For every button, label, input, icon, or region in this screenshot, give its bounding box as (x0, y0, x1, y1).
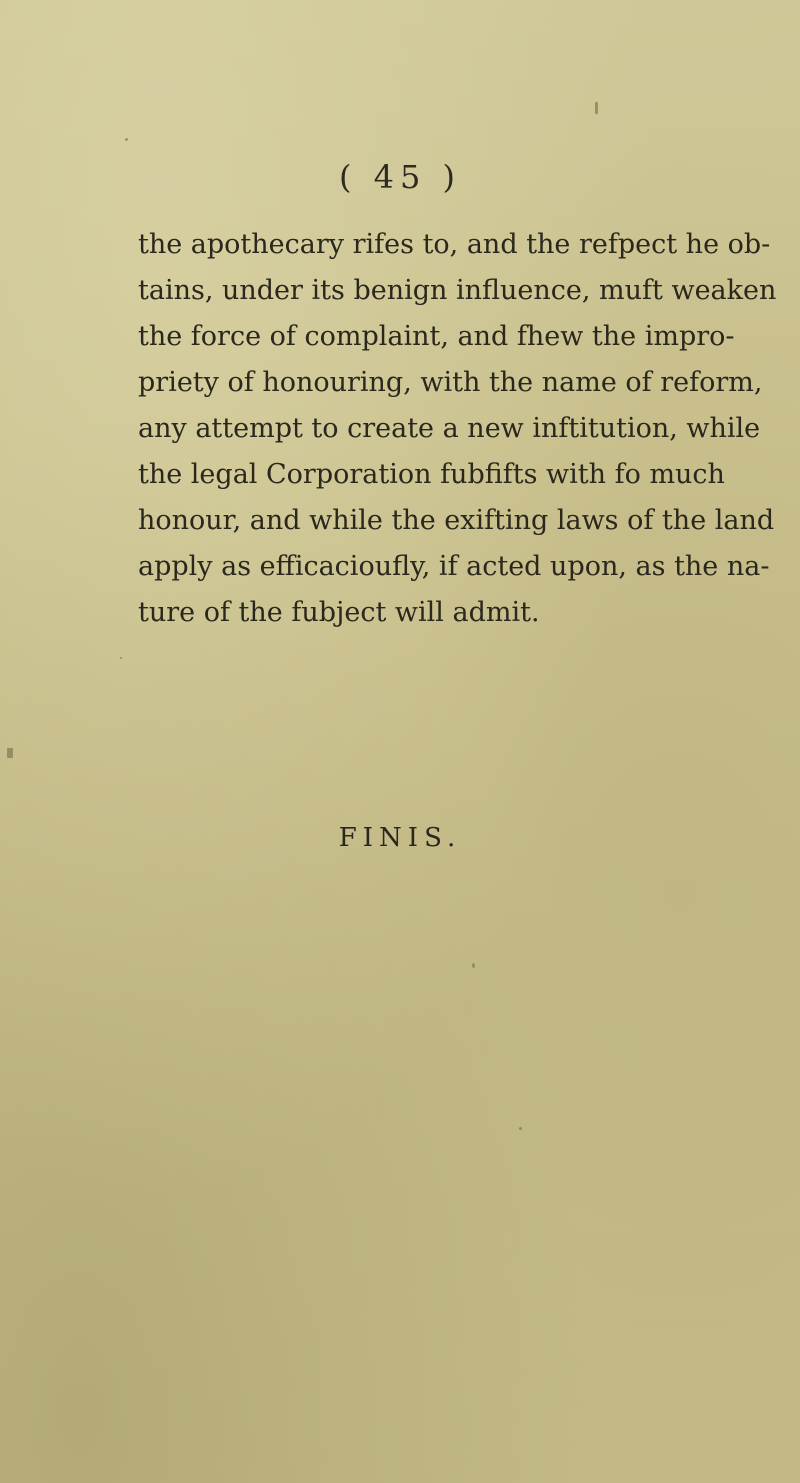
page-number: ( 45 ) (338, 158, 462, 196)
paper-speck (519, 1127, 522, 1130)
paper-speck (120, 657, 122, 659)
text-line: tains, under its benign influence, muft weaken (138, 275, 777, 306)
text-line: the apothecary rifes to, and the refpect he ob- (138, 229, 771, 260)
finis-heading: FINIS. (338, 823, 462, 853)
paper-speck (125, 138, 128, 141)
text-line: priety of honouring, with the name of reform, (138, 367, 763, 398)
body-paragraph (138, 222, 777, 636)
text-line: the force of complaint, and fhew the impro- (138, 321, 735, 352)
text-line: ture of the fubject will admit. (138, 597, 540, 628)
text-line: any attempt to create a new inftitution, while (138, 413, 761, 444)
text-line: honour, and while the exifting laws of the land (138, 505, 775, 536)
paper-speck (7, 748, 13, 758)
paper-speck (595, 102, 598, 114)
paper-speck (472, 963, 475, 968)
text-line: apply as efficacioufly, if acted upon, as the na- (138, 551, 770, 582)
text-line: the legal Corporation fubfifts with fo much (138, 459, 725, 490)
